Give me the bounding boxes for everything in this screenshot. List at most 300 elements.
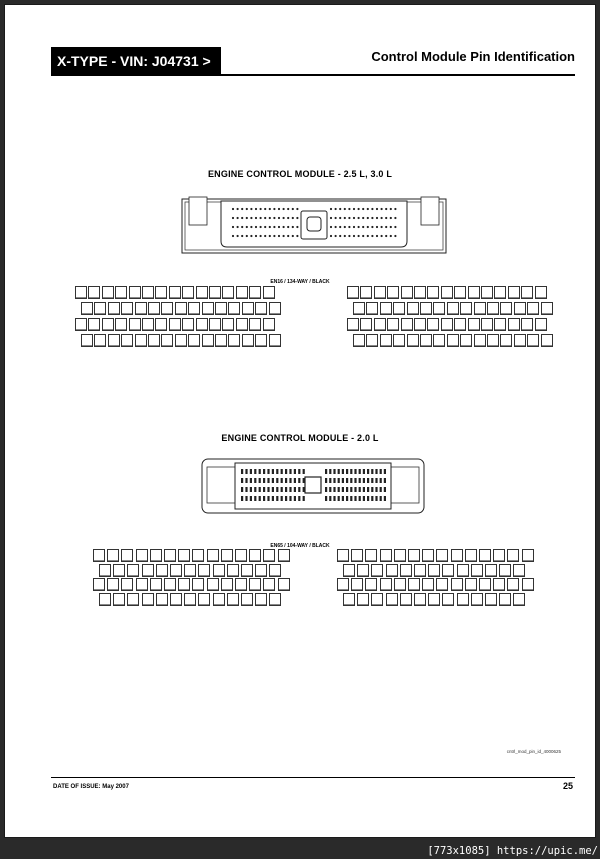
connector-pin-dot — [246, 235, 248, 237]
pin-cell — [113, 593, 125, 606]
pin-color-cell — [222, 560, 232, 561]
connector-pin-dot — [390, 217, 392, 219]
pin-color-cell — [136, 313, 146, 314]
pin-color-cell — [143, 604, 153, 605]
pin-color-cell — [448, 313, 458, 314]
pin-color-cell — [515, 345, 525, 346]
pin-cell — [192, 578, 204, 591]
connector-pin-dot — [246, 226, 248, 228]
pin-color-cell — [122, 560, 132, 561]
connector-pin-dot — [255, 217, 257, 219]
connector-pin-slot — [259, 478, 261, 483]
pin-cell — [371, 564, 383, 577]
pin-color-cell — [183, 329, 193, 330]
pin-color-cell — [381, 560, 391, 561]
pin-cell — [129, 286, 141, 299]
pin-color-cell — [264, 329, 274, 330]
connector-pin-slot — [333, 478, 335, 483]
connector-pin-dot — [367, 226, 369, 228]
pin-cell — [457, 564, 469, 577]
pin-cell — [374, 286, 386, 299]
connector-pin-slot — [303, 487, 305, 492]
connector-pin-dot — [237, 208, 239, 210]
pin-color-cell — [223, 329, 233, 330]
connector-pin-slot — [267, 478, 269, 483]
pin-color-cell — [402, 329, 412, 330]
connector-pin-slot — [263, 487, 265, 492]
pin-color-cell — [469, 297, 479, 298]
pin-cell — [471, 593, 483, 606]
pin-cell — [521, 286, 533, 299]
pin-color-cell — [109, 345, 119, 346]
pin-cell — [99, 564, 111, 577]
pin-color-cell — [429, 604, 439, 605]
pin-cell — [393, 334, 405, 347]
connector-pin-dot — [371, 235, 373, 237]
pin-color-cell — [522, 297, 532, 298]
pin-cell — [228, 302, 240, 315]
pin-color-cell — [508, 589, 518, 590]
pin-color-cell — [250, 297, 260, 298]
connector-pin-slot — [276, 478, 278, 483]
pin-color-cell — [500, 604, 510, 605]
connector-pin-slot — [367, 487, 369, 492]
connector-pin-slot — [272, 496, 274, 501]
pin-cell — [374, 318, 386, 331]
pin-cell — [142, 318, 154, 331]
pin-cell — [136, 578, 148, 591]
pin-cell — [514, 334, 526, 347]
pin-color-cell — [170, 297, 180, 298]
pin-cell — [161, 334, 173, 347]
pin-color-cell — [372, 604, 382, 605]
pin-color-cell — [494, 560, 504, 561]
pin-color-cell — [428, 297, 438, 298]
pin-color-cell — [279, 560, 289, 561]
pin-color-cell — [237, 329, 247, 330]
connector-pin-slot — [250, 496, 252, 501]
pin-color-cell — [270, 575, 280, 576]
pin-cell — [493, 578, 505, 591]
pin-color-cell — [348, 329, 358, 330]
pin-color-cell — [401, 604, 411, 605]
connector-pin-dot — [348, 208, 350, 210]
pin-cell — [227, 564, 239, 577]
connector-pin-dot — [283, 208, 285, 210]
pin-cell — [499, 564, 511, 577]
connector-pin-slot — [375, 469, 377, 474]
pin-color-cell — [361, 329, 371, 330]
pin-cell — [500, 334, 512, 347]
connector-pin-slot — [272, 478, 274, 483]
pin-color-cell — [434, 313, 444, 314]
module-1-connector-label: EN16 / 134-WAY / BLACK — [270, 279, 330, 285]
pin-cell — [228, 334, 240, 347]
connector-pin-dot — [376, 235, 378, 237]
pin-cell — [115, 318, 127, 331]
pin-cell — [127, 564, 139, 577]
pin-cell — [102, 318, 114, 331]
pin-color-cell — [388, 329, 398, 330]
pin-cell — [401, 286, 413, 299]
pin-color-cell — [455, 329, 465, 330]
pin-cell — [521, 318, 533, 331]
pin-color-cell — [94, 560, 104, 561]
pin-color-cell — [137, 589, 147, 590]
pin-cell — [436, 578, 448, 591]
connector-pin-dot — [232, 226, 234, 228]
pin-color-cell — [480, 560, 490, 561]
pin-cell — [420, 302, 432, 315]
pin-cell — [255, 593, 267, 606]
connector-pin-slot — [350, 487, 352, 492]
connector-pin-slot — [338, 478, 340, 483]
pin-cell — [337, 578, 349, 591]
pin-cell — [400, 593, 412, 606]
connector-pin-slot — [245, 487, 247, 492]
pin-color-cell — [143, 575, 153, 576]
pin-cell — [235, 578, 247, 591]
pin-color-cell — [250, 589, 260, 590]
pin-color-cell — [228, 575, 238, 576]
pin-cell — [88, 286, 100, 299]
pin-cell — [121, 302, 133, 315]
pin-color-cell — [415, 329, 425, 330]
connector-pin-slot — [298, 487, 300, 492]
pin-cell — [227, 593, 239, 606]
pin-color-cell — [216, 345, 226, 346]
pin-cell — [485, 564, 497, 577]
pin-cell — [222, 286, 234, 299]
pin-cell — [420, 334, 432, 347]
connector-pin-slot — [289, 478, 291, 483]
connector-pin-dot — [371, 217, 373, 219]
pin-cell — [142, 593, 154, 606]
pin-color-cell — [472, 575, 482, 576]
pin-color-cell — [208, 560, 218, 561]
pin-color-cell — [394, 313, 404, 314]
connector-pin-slot — [289, 496, 291, 501]
connector-pin-dot — [250, 208, 252, 210]
connector-pin-dot — [264, 217, 266, 219]
pin-cell — [357, 593, 369, 606]
connector-pin-dot — [362, 217, 364, 219]
pin-cell — [454, 318, 466, 331]
pin-color-cell — [488, 313, 498, 314]
connector-pin-dot — [273, 235, 275, 237]
pin-cell — [451, 578, 463, 591]
connector-pin-dot — [367, 235, 369, 237]
pin-color-cell — [193, 589, 203, 590]
pin-color-cell — [250, 329, 260, 330]
connector-pin-slot — [346, 478, 348, 483]
pin-cell — [196, 318, 208, 331]
pin-cell — [263, 549, 275, 562]
pin-color-cell — [372, 575, 382, 576]
pin-cell — [337, 549, 349, 562]
pin-color-cell — [243, 345, 253, 346]
pin-cell — [241, 593, 253, 606]
pin-color-cell — [264, 560, 274, 561]
connector-pin-dot — [362, 208, 364, 210]
pin-cell — [414, 318, 426, 331]
pin-cell — [127, 593, 139, 606]
connector-pin-dot — [260, 217, 262, 219]
pin-color-cell — [366, 560, 376, 561]
pin-color-cell — [455, 297, 465, 298]
pin-cell — [479, 549, 491, 562]
connector-pin-slot — [267, 469, 269, 474]
pin-cell — [192, 549, 204, 562]
date-of-issue-label: DATE OF ISSUE: — [53, 784, 101, 790]
pin-color-cell — [199, 604, 209, 605]
connector-pin-dot — [371, 208, 373, 210]
pin-cell — [135, 302, 147, 315]
connector-pin-dot — [292, 235, 294, 237]
pin-color-cell — [415, 575, 425, 576]
pin-color-cell — [358, 604, 368, 605]
connector-pin-slot — [346, 487, 348, 492]
pin-color-cell — [514, 604, 524, 605]
pin-cell — [465, 578, 477, 591]
pin-color-cell — [76, 329, 86, 330]
pin-cell — [471, 564, 483, 577]
pin-color-cell — [157, 575, 167, 576]
connector-pin-dot — [278, 217, 280, 219]
pin-color-cell — [122, 313, 132, 314]
connector-pin-dot — [330, 226, 332, 228]
connector-pin-slot — [285, 469, 287, 474]
pin-cell — [242, 302, 254, 315]
pin-cell — [474, 334, 486, 347]
pin-color-cell — [256, 604, 266, 605]
pin-color-cell — [508, 560, 518, 561]
pin-cell — [221, 578, 233, 591]
pin-cell — [242, 334, 254, 347]
connector-pin-dot — [381, 235, 383, 237]
connector-pin-dot — [344, 217, 346, 219]
pin-color-cell — [94, 589, 104, 590]
pin-cell — [428, 593, 440, 606]
connector-pin-dot — [287, 217, 289, 219]
connector-pin-slot — [333, 469, 335, 474]
module-1-title: ENGINE CONTROL MODULE - 2.5 L, 3.0 L — [207, 169, 393, 179]
pin-cell — [150, 549, 162, 562]
pin-color-cell — [452, 560, 462, 561]
pin-color-cell — [185, 604, 195, 605]
pin-cell — [136, 549, 148, 562]
pin-color-cell — [395, 589, 405, 590]
pin-color-cell — [522, 329, 532, 330]
pin-cell — [371, 593, 383, 606]
connector-pin-dot — [344, 208, 346, 210]
pin-color-cell — [256, 575, 266, 576]
pin-color-cell — [469, 329, 479, 330]
connector-pin-slot — [263, 496, 265, 501]
pin-cell — [184, 564, 196, 577]
connector-pin-dot — [269, 217, 271, 219]
pin-color-cell — [264, 589, 274, 590]
pin-cell — [215, 334, 227, 347]
pin-color-cell — [437, 560, 447, 561]
pin-color-cell — [428, 329, 438, 330]
connector-pin-slot — [285, 478, 287, 483]
watermark: [773x1085] https://upic.me/ — [427, 845, 598, 857]
pin-cell — [94, 302, 106, 315]
connector-pin-slot — [333, 487, 335, 492]
connector-pin-slot — [371, 496, 373, 501]
connector-pin-slot — [375, 496, 377, 501]
pin-color-cell — [103, 297, 113, 298]
pin-color-cell — [452, 589, 462, 590]
pin-color-cell — [156, 297, 166, 298]
pin-color-cell — [415, 604, 425, 605]
pin-cell — [481, 318, 493, 331]
connector-pin-slot — [371, 469, 373, 474]
pin-cell — [255, 302, 267, 315]
pin-color-cell — [114, 604, 124, 605]
pin-color-cell — [250, 560, 260, 561]
pin-cell — [169, 318, 181, 331]
pin-cell — [170, 564, 182, 577]
pin-cell — [366, 302, 378, 315]
pin-color-cell — [210, 297, 220, 298]
pin-cell — [99, 593, 111, 606]
vin-badge: X-TYPE - VIN: J04731 > — [51, 47, 221, 75]
connector-pin-dot — [292, 226, 294, 228]
connector-pin-slot — [338, 469, 340, 474]
connector-pin-slot — [342, 496, 344, 501]
connector-pin-dot — [394, 226, 396, 228]
connector-pin-dot — [296, 208, 298, 210]
connector-pin-dot — [358, 208, 360, 210]
pin-cell — [170, 593, 182, 606]
pin-cell — [407, 334, 419, 347]
pin-cell — [148, 334, 160, 347]
connector-pin-dot — [394, 217, 396, 219]
connector-pin-dot — [296, 217, 298, 219]
pin-cell — [343, 593, 355, 606]
pin-color-cell — [381, 589, 391, 590]
pin-cell — [155, 286, 167, 299]
connector-pin-slot — [384, 496, 386, 501]
pin-color-cell — [243, 313, 253, 314]
pin-color-cell — [199, 575, 209, 576]
connector-pin-dot — [348, 235, 350, 237]
connector-pin-slot — [263, 478, 265, 483]
module-2-connector-drawing — [201, 457, 425, 519]
pin-color-cell — [536, 329, 546, 330]
connector-pin-slot — [294, 469, 296, 474]
pin-cell — [522, 578, 534, 591]
connector-pin-slot — [241, 487, 243, 492]
pin-cell — [255, 334, 267, 347]
pin-color-cell — [143, 297, 153, 298]
connector-pin-slot — [354, 478, 356, 483]
pin-cell — [155, 318, 167, 331]
pin-color-cell — [270, 604, 280, 605]
connector-pin-slot — [267, 496, 269, 501]
connector-pin-dot — [241, 208, 243, 210]
pin-color-cell — [114, 575, 124, 576]
pin-color-cell — [486, 604, 496, 605]
connector-pin-slot — [380, 469, 382, 474]
pin-color-cell — [208, 589, 218, 590]
pin-cell — [249, 286, 261, 299]
pin-color-cell — [171, 575, 181, 576]
pin-cell — [161, 302, 173, 315]
pin-color-cell — [515, 313, 525, 314]
pin-cell — [366, 334, 378, 347]
pin-cell — [535, 286, 547, 299]
pin-cell — [213, 593, 225, 606]
pin-color-cell — [352, 560, 362, 561]
connector-pin-dot — [287, 208, 289, 210]
connector-pin-dot — [367, 208, 369, 210]
pin-color-cell — [116, 297, 126, 298]
pin-color-cell — [100, 604, 110, 605]
pin-cell — [236, 286, 248, 299]
connector-pin-dot — [241, 235, 243, 237]
pin-cell — [93, 578, 105, 591]
pin-color-cell — [122, 345, 132, 346]
connector-pin-slot — [276, 496, 278, 501]
pin-cell — [507, 549, 519, 562]
pin-color-cell — [338, 589, 348, 590]
pin-cell — [94, 334, 106, 347]
pin-cell — [393, 302, 405, 315]
connector-pin-slot — [254, 487, 256, 492]
connector-pin-slot — [359, 469, 361, 474]
connector-pin-dot — [390, 208, 392, 210]
connector-pin-slot — [303, 478, 305, 483]
pin-cell — [380, 549, 392, 562]
pin-color-cell — [509, 297, 519, 298]
connector-pin-dot — [278, 226, 280, 228]
pin-color-cell — [122, 589, 132, 590]
pin-color-cell — [279, 589, 289, 590]
pin-cell — [365, 578, 377, 591]
connector-pin-dot — [232, 217, 234, 219]
connector-pin-dot — [362, 235, 364, 237]
connector-pin-slot — [346, 496, 348, 501]
pin-cell — [535, 318, 547, 331]
pin-cell — [164, 549, 176, 562]
pin-cell — [494, 318, 506, 331]
connector-pin-dot — [335, 235, 337, 237]
connector-pin-dot — [376, 208, 378, 210]
connector-pin-dot — [255, 226, 257, 228]
connector-pin-dot — [241, 226, 243, 228]
pin-cell — [514, 302, 526, 315]
pin-cell — [485, 593, 497, 606]
pin-cell — [508, 286, 520, 299]
connector-pin-slot — [285, 487, 287, 492]
pin-color-cell — [401, 575, 411, 576]
connector-pin-dot — [278, 235, 280, 237]
connector-pin-slot — [259, 487, 261, 492]
pin-cell — [198, 593, 210, 606]
pin-cell — [487, 334, 499, 347]
document-page — [4, 4, 596, 838]
pin-color-cell — [89, 329, 99, 330]
connector-pin-dot — [264, 208, 266, 210]
pin-color-cell — [185, 575, 195, 576]
pin-cell — [121, 578, 133, 591]
pin-cell — [202, 302, 214, 315]
pin-cell — [102, 286, 114, 299]
pin-color-cell — [375, 329, 385, 330]
